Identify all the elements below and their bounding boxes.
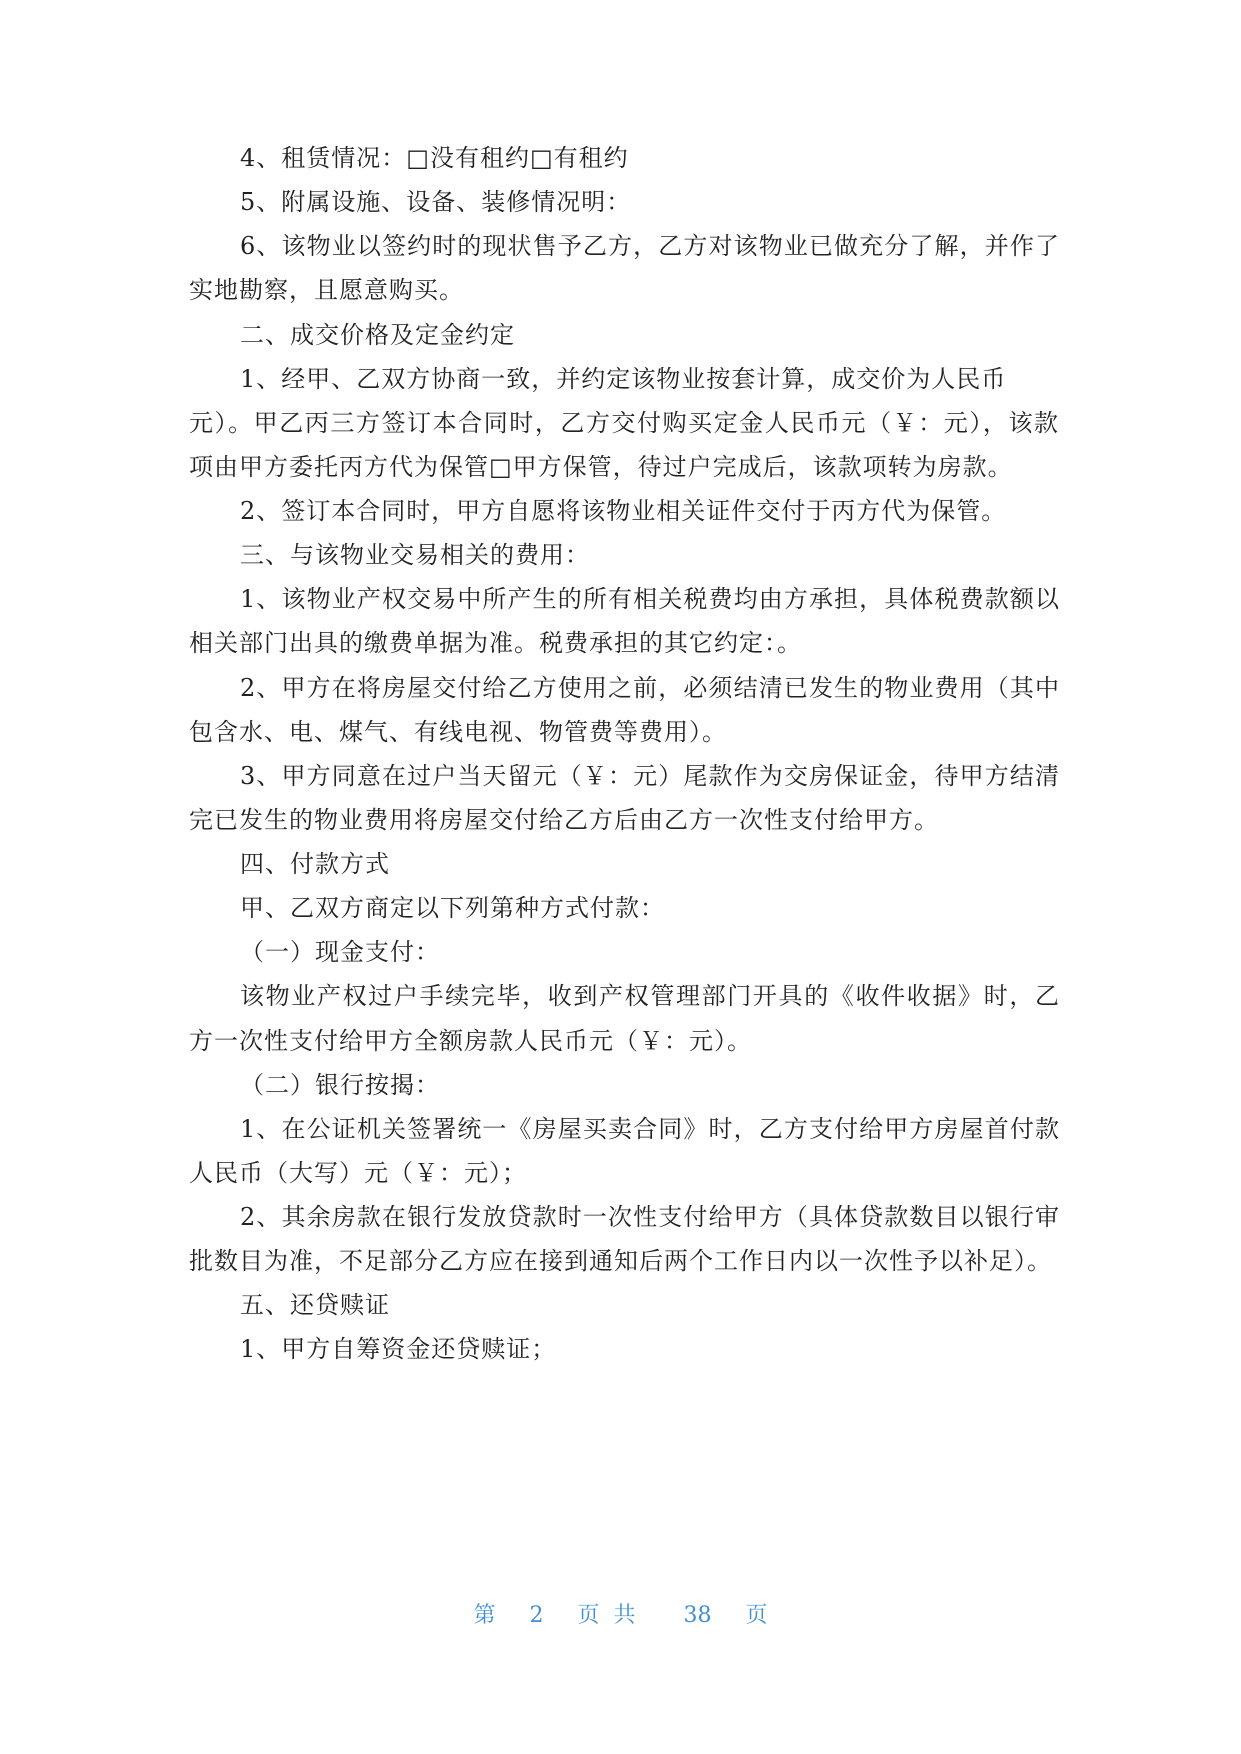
text-line: 人民币（大写）元（￥：元）； — [189, 1159, 527, 1187]
subsection-heading: （二）银行按揭： — [240, 1071, 440, 1099]
footer-suffix: 页 — [745, 1603, 768, 1628]
footer-prefix: 第 — [473, 1603, 496, 1628]
text-line: 1、在公证机关签署统一《房屋买卖合同》时，乙方支付给甲方房屋首付款 — [240, 1115, 1060, 1143]
total-pages-number: 38 — [683, 1603, 712, 1628]
section-heading: 四、付款方式 — [240, 850, 390, 878]
text-line: 2、甲方在将房屋交付给乙方使用之前，必须结清已发生的物业费用（其中 — [240, 674, 1060, 702]
text-line: 3、甲方同意在过户当天留元（￥：元）尾款作为交房保证金，待甲方结清 — [240, 762, 1060, 790]
text-line: 批数目为准，不足部分乙方应在接到通知后两个工作日内以一次性予以补足）。 — [189, 1247, 1052, 1275]
text-line: 4、租赁情况：□没有租约□有租约 — [240, 144, 629, 172]
text-line: 2、其余房款在银行发放贷款时一次性支付给甲方（具体贷款数目以银行审 — [240, 1203, 1060, 1231]
text-line: 方一次性支付给甲方全额房款人民币元（￥：元）。 — [189, 1027, 752, 1055]
section-heading: 三、与该物业交易相关的费用： — [240, 541, 590, 569]
text-line: 1、该物业产权交易中所产生的所有相关税费均由方承担，具体税费款额以 — [240, 585, 1060, 613]
text-line: 2、签订本合同时，甲方自愿将该物业相关证件交付于丙方代为保管。 — [240, 497, 1007, 525]
subsection-heading: （一）现金支付： — [240, 938, 440, 966]
text-line: 该物业产权过户手续完毕，收到产权管理部门开具的《收件收据》时，乙 — [240, 982, 1060, 1010]
footer-middle: 页共 — [577, 1603, 650, 1628]
section-heading: 五、还贷赎证 — [240, 1291, 390, 1319]
text-line: 6、该物业以签约时的现状售予乙方，乙方对该物业已做充分了解，并作了 — [240, 232, 1060, 260]
text-line: 1、甲方自筹资金还贷赎证； — [240, 1335, 557, 1363]
current-page-number: 2 — [529, 1603, 544, 1628]
text-line: 1、经甲、乙双方协商一致，并约定该物业按套计算，成交价为人民币 — [240, 365, 1007, 393]
text-line: 甲、乙双方商定以下列第种方式付款： — [240, 894, 665, 922]
text-line: 5、附属设施、设备、装修情况明： — [240, 188, 632, 216]
text-line: 实地勘察，且愿意购买。 — [189, 276, 464, 304]
text-line: 元）。甲乙丙三方签订本合同时，乙方交付购买定金人民币元（￥：元），该款 — [189, 409, 1059, 437]
text-line: 项由甲方委托丙方代为保管□甲方保管，待过户完成后，该款项转为房款。 — [189, 453, 1013, 481]
text-line: 相关部门出具的缴费单据为准。税费承担的其它约定：。 — [189, 629, 802, 657]
page-footer — [0, 1598, 1241, 1629]
text-line: 完已发生的物业费用将房屋交付给乙方后由乙方一次性支付给甲方。 — [189, 806, 939, 834]
text-line: 包含水、电、煤气、有线电视、物管费等费用）。 — [189, 718, 727, 746]
section-heading: 二、成交价格及定金约定 — [240, 321, 515, 349]
